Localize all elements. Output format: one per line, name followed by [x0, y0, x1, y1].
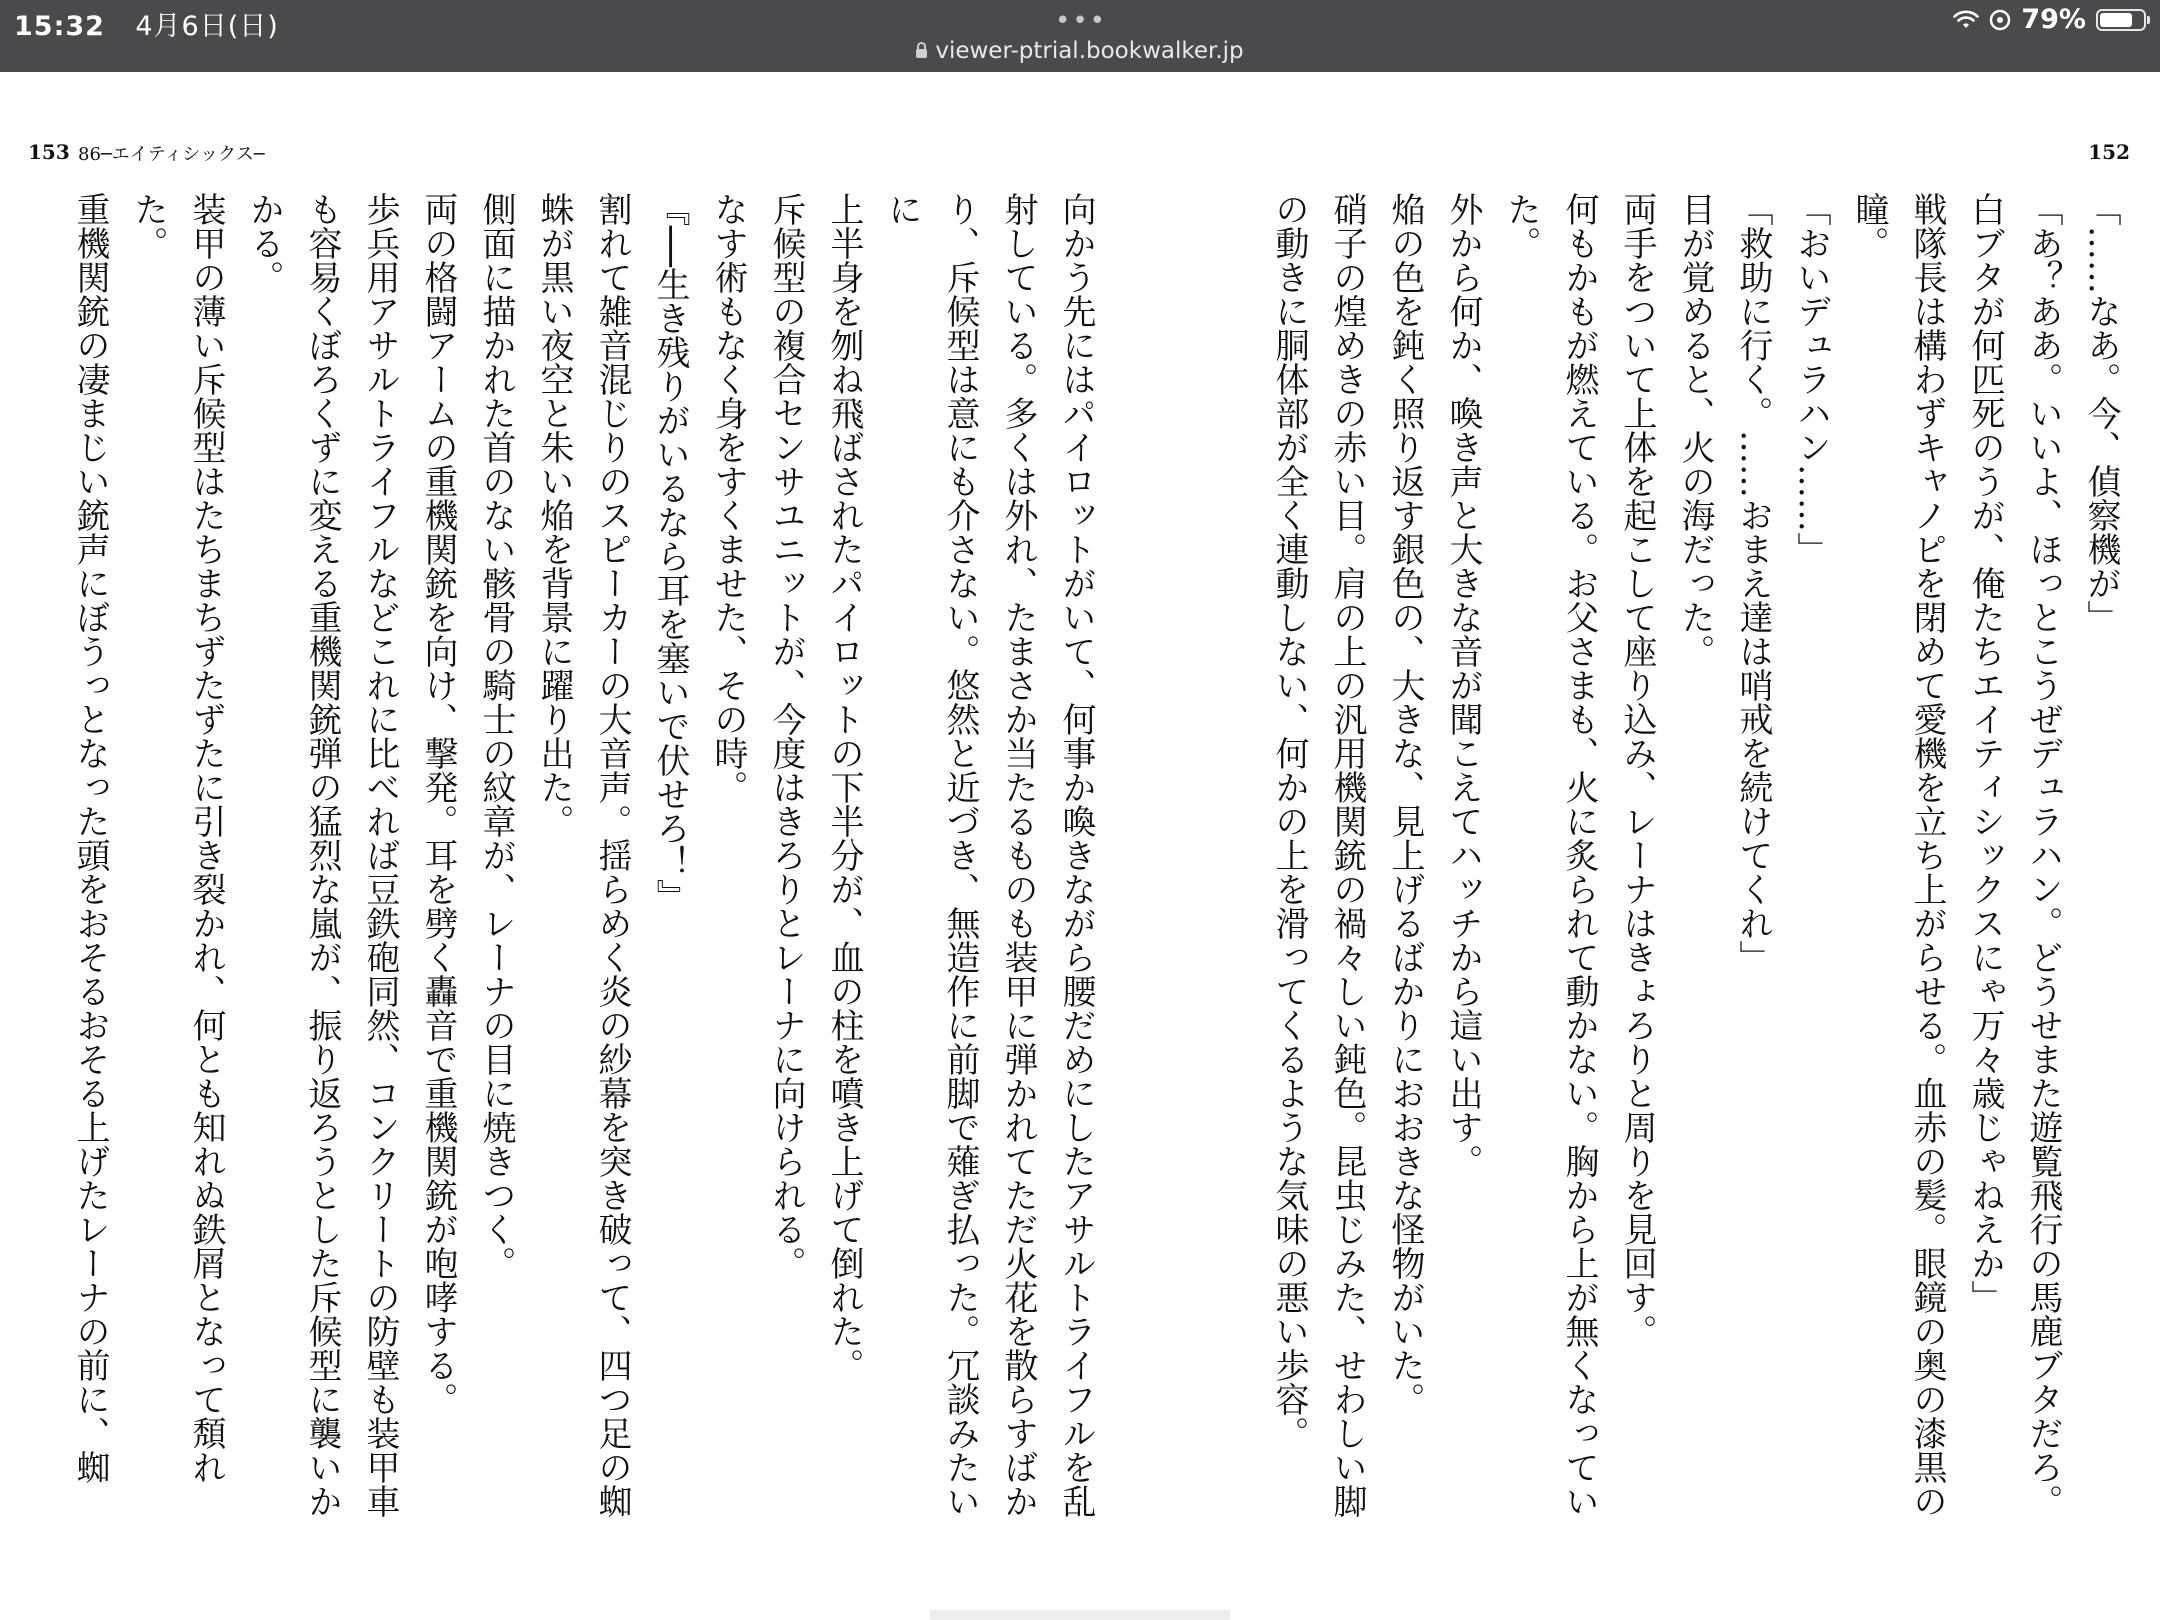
status-bar [0, 0, 2160, 72]
running-title: 86─エイティシックス─ [78, 144, 265, 165]
text-line: 向かう先にはパイロットがいて、何事か喚きながら腰だめにしたアサルトライフルを乱 [1056, 192, 1096, 1518]
page-edge [930, 1610, 1230, 1620]
text-line: 歩兵用アサルトライフルなどこれに比べれば豆鉄砲同然、コンクリートの防壁も装甲車 [360, 192, 400, 1518]
text-line: 斥候型の複合センサユニットが、今度はきろりとレーナに向けられる。 [766, 192, 806, 1280]
clock-date: 4月6日(日) [135, 11, 279, 42]
text-line: 側面に描かれた首のない骸骨の騎士の紋章が、レーナの目に焼きつく。 [476, 192, 516, 1280]
wifi-icon [1953, 10, 1979, 30]
text-line: た。 [1501, 192, 1541, 260]
text-line: 射している。多くは外れ、たまさか当たるものも装甲に弾かれてただ火花を散らすばか [998, 192, 1038, 1518]
text-line: 装甲の薄い斥候型はたちまちずたずたに引き裂かれ、何とも知れぬ鉄屑となって頽れ [186, 192, 226, 1484]
text-line: 「おいデュラハン……」 [1791, 192, 1831, 566]
text-line: かる。 [244, 192, 284, 294]
text-line: 焔の色を鈍く照り返す銀色の、大きな、見上げるばかりにおおきな怪物がいた。 [1385, 192, 1425, 1416]
lock-icon [916, 49, 927, 58]
text-line: 外から何か、喚き声と大きな音が聞こえてハッチから這い出す。 [1443, 192, 1483, 1178]
text-line: 「救助に行く。……おまえ達は哨戒を続けてくれ」 [1733, 192, 1773, 974]
text-line: り、斥候型は意にも介さない。悠然と近づき、無造作に前脚で薙ぎ払った。冗談みたいに [882, 192, 980, 1518]
text-line: 『──生き残りがいるなら耳を塞いで伏せろ！』 [650, 192, 690, 913]
text-line: 上半身を刎ね飛ばされたパイロットの下半分が、血の柱を噴き上げて倒れた。 [824, 192, 864, 1382]
battery-percentage: 79% [2021, 4, 2086, 35]
address-bar[interactable] [0, 38, 2160, 64]
battery-icon [2096, 9, 2146, 31]
left-page-number: 153 [28, 140, 70, 164]
text-line: 重機関銃の凄まじい銃声にぼうっとなった頭をおそるおそる上げたレーナの前に、蜘 [70, 192, 110, 1484]
url-text: viewer-ptrial.bookwalker.jp [935, 38, 1244, 64]
text-line: の動きに胴体部が全く連動しない、何かの上を滑ってくるような気味の悪い歩容。 [1269, 192, 1309, 1450]
text-line: 戦隊長は構わずキャノピを閉めて愛機を立ち上がらせる。血赤の髪。眼鏡の奥の漆黒の [1907, 192, 1947, 1518]
text-line: 目が覚めると、火の海だった。 [1675, 192, 1715, 668]
text-line: 蛛が黒い夜空と朱い焔を背景に躍り出た。 [534, 192, 574, 838]
text-line: 両の格闘アームの重機関銃を向け、撃発。耳を劈く轟音で重機関銃が咆哮する。 [418, 192, 458, 1416]
right-page-text [1080, 192, 2130, 1522]
left-page-text [55, 192, 1105, 1522]
multitasking-dots-icon[interactable]: ••• [1055, 6, 1108, 36]
text-line: 何もかもが燃えている。お父さまも、火に炙られて動かない。胸から上が無くなってい [1559, 192, 1599, 1518]
text-line: 割れて雑音混じりのスピーカーの大音声。揺らめく炎の紗幕を突き破って、四つ足の蜘 [592, 192, 632, 1518]
text-line: 「あ？ああ。いいよ、ほっとこうぜデュラハン。どうせまた遊覧飛行の馬鹿ブタだろ。 [2023, 192, 2063, 1518]
status-icons [1953, 4, 2146, 35]
clock-time: 15:32 [14, 11, 105, 42]
text-line: た。 [128, 192, 168, 260]
text-line: 瞳。 [1849, 192, 1889, 260]
battery-fill [2100, 13, 2132, 27]
text-line: も容易くぼろくずに変える重機関銃弾の猛烈な嵐が、振り返ろうとした斥候型に襲いか [302, 192, 342, 1518]
text-line: 両手をついて上体を起こして座り込み、レーナはきょろりと周りを見回す。 [1617, 192, 1657, 1348]
text-line: 硝子の煌めきの赤い目。肩の上の汎用機関銃の禍々しい鈍色。昆虫じみた、せわしい脚 [1327, 192, 1367, 1518]
right-page-number: 152 [2088, 140, 2130, 164]
text-line: 「……なあ。今、偵察機が」 [2081, 192, 2121, 634]
text-line: なす術もなく身をすくませた、その時。 [708, 192, 748, 804]
focus-icon [1989, 9, 2011, 31]
text-line: 白ブタが何匹死のうが、俺たちエイティシックスにゃ万々歳じゃねえか」 [1965, 192, 2005, 1314]
